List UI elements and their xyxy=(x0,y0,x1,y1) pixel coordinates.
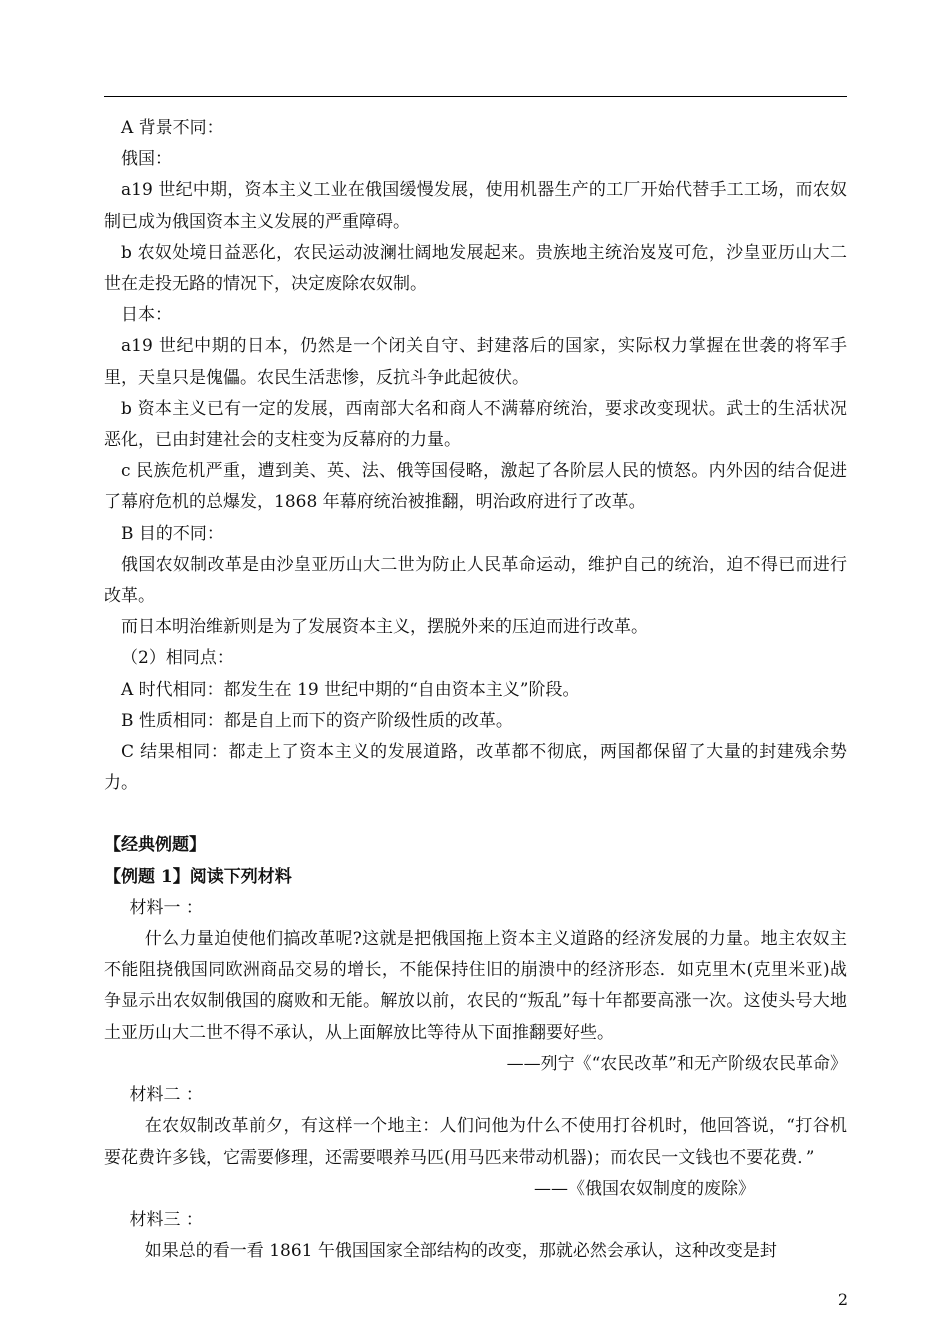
material-1-label: 材料一 ： xyxy=(129,897,203,918)
example-1-heading: 【例题 1】阅读下列材料 xyxy=(104,866,292,887)
purpose-russia: 俄国农奴制改革是由沙皇亚历山大二世为防止人民革命运动，维护自己的统治，迫不得已而进行改革。 xyxy=(104,554,847,607)
similarity-b: B 性质相同：都是自上而下的资产阶级性质的改革。 xyxy=(121,710,513,731)
purpose-japan: 而日本明治维新则是为了发展资本主义，摆脱外来的压迫而进行改革。 xyxy=(121,617,648,638)
background-diff: A 背景不同： xyxy=(121,118,224,138)
page-number: 2 xyxy=(837,1290,848,1309)
classic-examples-heading: 【经典例题】 xyxy=(104,835,206,856)
material-2-label: 材料二 ： xyxy=(129,1085,203,1106)
spacer xyxy=(104,799,847,830)
similarity-a: A 时代相同：都发生在 19 世纪中期的“自由资本主义”阶段。 xyxy=(121,679,580,700)
material-2-text: 在农奴制改革前夕，有这样一个地主：人们问他为什么不使用打谷机时，他回答说，“打谷机要花费许多钱，它需要修理，还需要喂养马匹(用马匹来带动机器)；而农民一文钱也不要花费．” xyxy=(104,1116,847,1168)
japan-label: 日本： xyxy=(121,305,172,326)
japan-point-b: b 资本主义已有一定的发展，西南部大名和商人不满幕府统治，要求改变现状。武士的生活状况恶化，已由封建社会的支柱变为反幕府的力量。 xyxy=(104,398,847,451)
russia-point-a: a19 世纪中期，资本主义工业在俄国缓慢发展，使用机器生产的工厂开始代替手工工场，而农奴制已成为俄国资本主义发展的严重障碍。 xyxy=(104,180,847,232)
document-body xyxy=(104,113,847,1267)
russia-label: 俄国： xyxy=(121,149,172,170)
material-1-text: 什么力量迫使他们搞改革呢?这就是把俄国拖上资本主义道路的经济发展的力量。地主农奴主不能阻挠俄国同欧洲商品交易的增长，不能保持住旧的崩溃中的经济形态．如克里木(克里米亚)战争显示出农奴制俄国的腐败和无能。解放以前，农民的“叛乱”每十年都要高涨一次。这使头号大地土亚历山大二世不得不承认，从上面解放比等待从下面推翻要好些。 xyxy=(104,929,847,1043)
material-3-label: 材料三 ： xyxy=(129,1209,203,1230)
japan-point-c: c 民族危机严重，遭到美、英、法、俄等国侵略，激起了各阶层人民的愤怒。内外因的结合促进了幕府危机的总爆发，1868 年幕府统治被推翻，明治政府进行了改革。 xyxy=(104,461,847,513)
header-rule xyxy=(104,96,847,97)
similarities-title: （2）相同点： xyxy=(121,648,234,669)
similarity-c: C 结果相同：都走上了资本主义的发展道路，改革都不彻底，两国都保留了大量的封建残余势力。 xyxy=(104,742,847,794)
japan-point-a: a19 世纪中期的日本，仍然是一个闭关自守、封建落后的国家，实际权力掌握在世袭的将军手里，天皇只是傀儡。农民生活悲惨，反抗斗争此起彼伏。 xyxy=(104,336,847,388)
material-2-source: ——《俄国农奴制度的废除》 xyxy=(534,1178,755,1199)
purpose-diff: B 目的不同： xyxy=(121,523,224,544)
material-3-text: 如果总的看一看 1861 午俄国国家全部结构的改变，那就必然会承认，这种改变是封 xyxy=(144,1241,777,1262)
material-1-source: ——列宁《“农民改革”和无产阶级农民革命》 xyxy=(506,1053,847,1074)
russia-point-b: b 农奴处境日益恶化，农民运动波澜壮阔地发展起来。贵族地主统治岌岌可危，沙皇亚历山大二世在走投无路的情况下，决定废除农奴制。 xyxy=(104,242,847,295)
